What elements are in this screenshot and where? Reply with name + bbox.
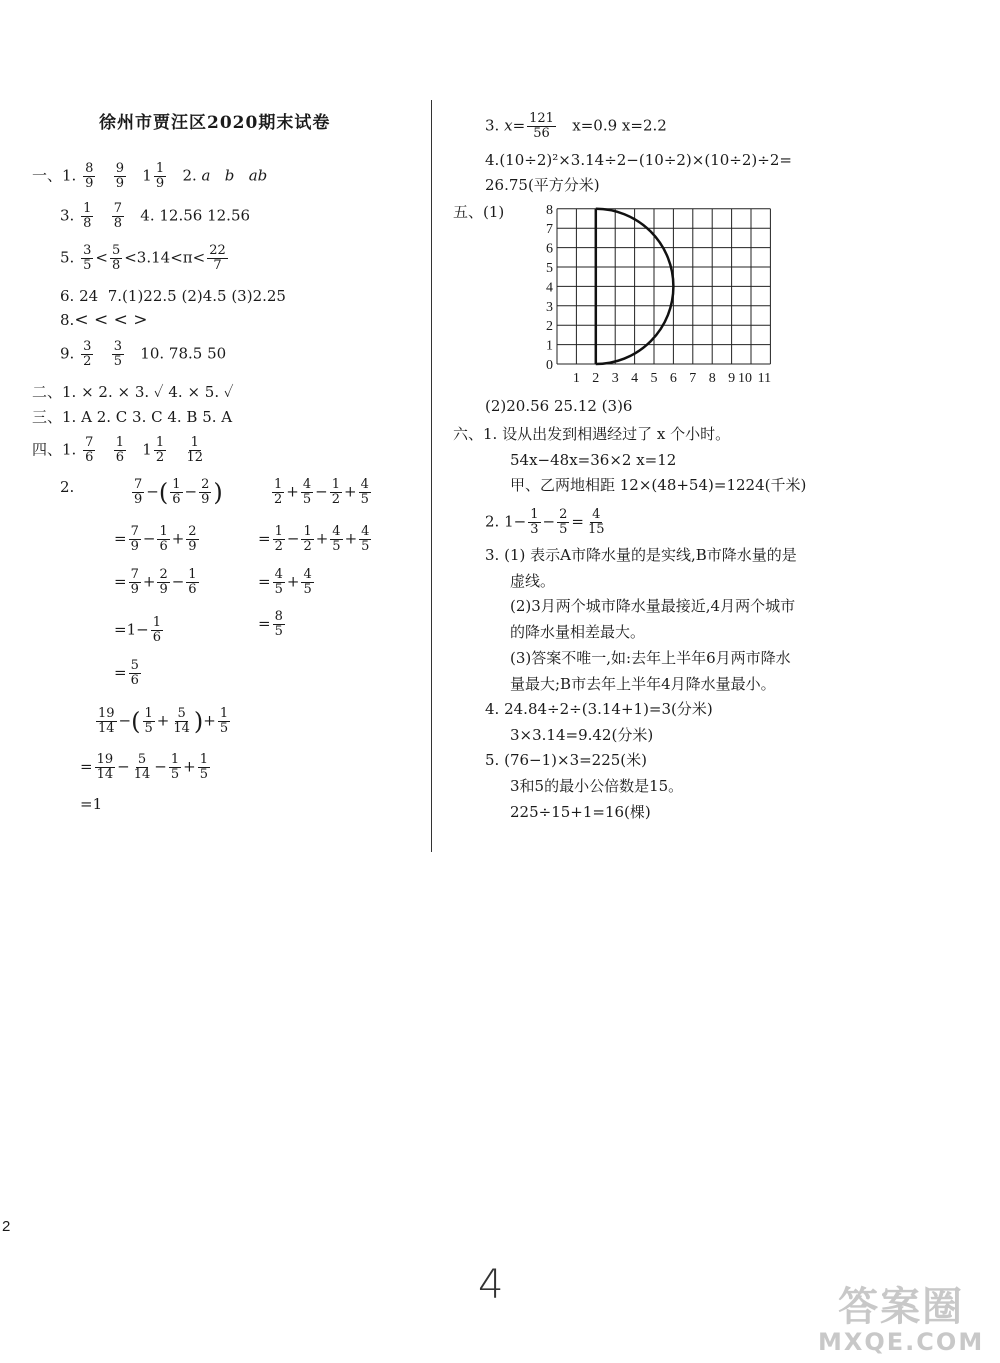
section-label: 一、 [32, 166, 63, 185]
x-tick-label: 6 [669, 371, 677, 386]
page-number: 2 [2, 1218, 11, 1235]
x-tick-label: 2 [592, 371, 600, 386]
section-5-label: 五、(1) [453, 203, 505, 221]
section-3: 三、1. A 2. C 3. C 4. B 5. A [32, 408, 233, 426]
y-tick-label: 7 [546, 222, 553, 238]
section-6-q5-line-3: 225÷15+1=16(棵) [510, 803, 651, 821]
section-5-part-2: (2)20.56 25.12 (3)6 [485, 397, 633, 415]
y-tick-label: 6 [546, 241, 553, 257]
formula-3-line-1: $\frac{19}{14}$ −( $\frac{1}{5}$ + $\frac{5}{14}$ )+ $\frac{1}{5}$ [98, 706, 229, 736]
grid-figure [535, 202, 785, 387]
y-tick-label: 8 [546, 202, 553, 218]
y-tick-label: 5 [546, 261, 553, 276]
section-6-q1-line-3: 甲、乙两地相距 12×(48+54)=1224(千米) [510, 476, 807, 494]
watermark: 答案圈 MXQE.COM [818, 1284, 985, 1356]
section-6-q3-line-6: 量最大;B市去年上半年4月降水量最小。 [510, 675, 776, 693]
formula-3-line-2: = $\frac{19}{14}$ − $\frac{5}{14}$ − $\frac{1}{5}$ + $\frac{1}{5}$ [80, 752, 208, 782]
section-1-row-1: 一、1. $\frac{8}{9}$ $\frac{9}{9}$ 1 $\frac{1}{9}$ 2. a b ab [32, 161, 268, 191]
page-title: 徐州市贾汪区2020期末试卷 [99, 113, 331, 133]
fraction: $\frac{22}{7}$ [209, 243, 226, 273]
section-6-q3-line-5: (3)答案不唯一,如:去年上半年6月两市降水 [510, 649, 791, 667]
formula-1-line-2: = $\frac{7}{9}$ − $\frac{1}{6}$ + $\frac{2}{9}$ [114, 524, 197, 554]
fraction: $\frac{3}{2}$ [83, 339, 92, 369]
section-6-q2: 2. 1− $\frac{1}{3}$ − $\frac{2}{5}$ = $\frac{4}{15}$ [485, 507, 605, 537]
formula-1-line-5: = $\frac{5}{6}$ [114, 658, 139, 688]
section-2: 二、1. × 2. × 3. ✓ 4. × 5. ✓ [32, 383, 234, 401]
formula-2-line-2: = $\frac{1}{2}$ − $\frac{1}{2}$ + $\frac{4}{5}$ + $\frac{4}{5}$ [258, 524, 370, 554]
section-6-q1-line-1: 六、1. 设从出发到相遇经过了 x 个小时。 [453, 425, 731, 443]
section-1-row-6: 9. $\frac{3}{2}$ $\frac{3}{5}$ 10. 78.5 50 [60, 339, 227, 369]
x-tick-label: 5 [650, 371, 658, 386]
question-number: 2. [60, 478, 75, 496]
fraction: $\frac{5}{8}$ [111, 243, 121, 273]
section-6-q3-line-2: 虚线。 [510, 572, 556, 590]
fraction: $\frac{7}{6}$ [85, 435, 94, 465]
x-tick-label: 3 [611, 371, 619, 386]
fraction: $\frac{1}{9}$ [155, 161, 165, 191]
fraction: $\frac{3}{5}$ [113, 339, 122, 369]
section-1-row-3: 5. $\frac{3}{5}$ < $\frac{5}{8}$ <3.14<π< $\frac{22}{7}$ [60, 243, 226, 273]
question-number: 2. [182, 166, 197, 185]
y-tick-label: 1 [546, 338, 553, 354]
formula-2-line-3: = $\frac{4}{5}$ + $\frac{4}{5}$ [258, 567, 312, 597]
formula-2-line-1: $\frac{1}{2}$ + $\frac{4}{5}$ − $\frac{1}{2}$ + $\frac{4}{5}$ [274, 477, 369, 507]
section-6-q4-line-2: 3×3.14=9.42(分米) [510, 726, 654, 744]
x-tick-label: 4 [631, 371, 639, 386]
right-q3: 3. x= $\frac{121}{56}$ x=0.9 x=2.2 [485, 111, 667, 141]
section-6-q3-line-3: (2)3月两个城市降水量最接近,4月两个城市 [510, 597, 796, 615]
section-6-q3-line-4: 的降水量相差最大。 [510, 623, 646, 641]
fraction: $\frac{1}{8}$ [83, 201, 92, 231]
x-tick-label: 8 [708, 371, 716, 386]
y-tick-label: 4 [546, 280, 553, 296]
section-6-q4-line-1: 4. 24.84÷2÷(3.14+1)=3(分米) [485, 700, 713, 718]
question-number: 1. [62, 166, 77, 185]
section-1-row-4: 6. 24 7.(1)22.5 (2)4.5 (3)2.25 [60, 287, 286, 305]
section-6-q5-line-2: 3和5的最小公倍数是15。 [510, 777, 684, 795]
formula-1-line-4: =1− $\frac{1}{6}$ [114, 615, 161, 645]
handwritten-mark: 4 [478, 1262, 504, 1308]
fraction: $\frac{7}{8}$ [113, 201, 122, 231]
fraction: $\frac{1}{12}$ [186, 435, 203, 465]
x-tick-label: 10 [738, 371, 752, 386]
fraction: $\frac{8}{9}$ [85, 161, 94, 191]
fraction: $\frac{3}{5}$ [83, 243, 92, 273]
section-4-row-1: 四、1. $\frac{7}{6}$ $\frac{1}{6}$ 1 $\frac{1}{2}$ $\frac{1}{12}$ [32, 435, 203, 465]
x-tick-label: 1 [572, 371, 580, 386]
formula-3-line-3: =1 [80, 795, 103, 813]
x-tick-label: 7 [689, 371, 697, 386]
formula-1-line-1: $\frac{7}{9}$ −( $\frac{1}{6}$ − $\frac{2}{9}$ ) [134, 477, 223, 507]
section-6-q3-line-1: 3. (1) 表示A市降水量的是实线,B市降水量的是 [485, 546, 797, 564]
x-tick-label: 11 [757, 371, 772, 386]
fraction: $\frac{1}{2}$ [155, 435, 165, 465]
column-divider [431, 100, 432, 852]
right-q4-line-2: 26.75(平方分米) [485, 176, 600, 194]
formula-2-line-4: = $\frac{8}{5}$ [258, 609, 283, 639]
formula-1-line-3: = $\frac{7}{9}$ + $\frac{2}{9}$ − $\frac{1}{6}$ [114, 567, 197, 597]
section-1-row-5: 8.< < < > [60, 310, 148, 330]
y-tick-label: 2 [546, 319, 553, 335]
x-tick-label: 9 [728, 371, 736, 386]
fraction: $\frac{1}{6}$ [115, 435, 124, 465]
y-tick-label: 0 [546, 358, 553, 373]
section-1-row-2: 3. $\frac{1}{8}$ $\frac{7}{8}$ 4. 12.56 12.56 [60, 201, 251, 231]
y-tick-label: 3 [546, 299, 553, 315]
right-q4-line-1: 4.(10÷2)²×3.14÷2−(10÷2)×(10÷2)÷2= [485, 151, 792, 169]
fraction: $\frac{9}{9}$ [115, 161, 124, 191]
section-6-q1-line-2: 54x−48x=36×2 x=12 [510, 451, 677, 469]
section-6-q5-line-1: 5. (76−1)×3=225(米) [485, 751, 648, 769]
